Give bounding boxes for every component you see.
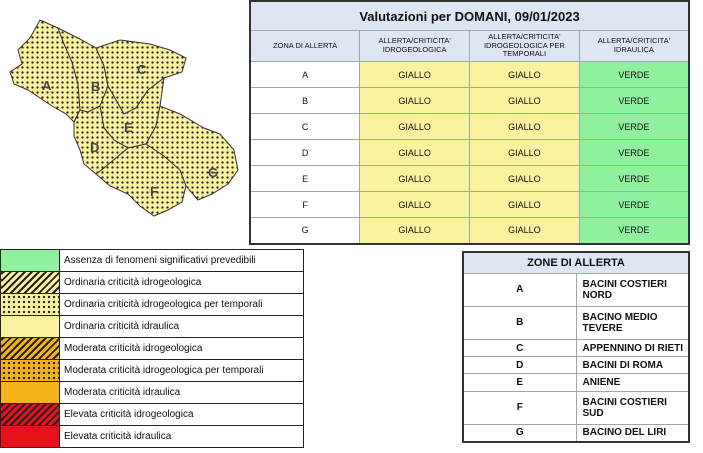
zones-title: ZONE DI ALLERTA bbox=[463, 252, 689, 274]
legend-label: Moderata criticità idrogeologica per temporali bbox=[60, 360, 304, 382]
zone-key: F bbox=[463, 391, 576, 424]
map-label-b: B bbox=[91, 79, 101, 94]
legend-item bbox=[1, 272, 304, 294]
cell-temporali: GIALLO bbox=[470, 166, 580, 192]
region-map bbox=[0, 10, 250, 225]
cell-idrogeologica: GIALLO bbox=[360, 166, 470, 192]
zone-key: D bbox=[463, 357, 576, 374]
zone-key: G bbox=[463, 424, 576, 442]
cell-idrogeologica: GIALLO bbox=[360, 192, 470, 218]
map-label-e: E bbox=[124, 120, 133, 135]
zone-key: A bbox=[463, 274, 576, 307]
cell-temporali: GIALLO bbox=[470, 62, 580, 88]
cell-temporali: GIALLO bbox=[470, 218, 580, 244]
header-temporali: ALLERTA/CRITICITA' IDROGEOLOGICA PER TEMPORALI bbox=[470, 31, 580, 62]
valuation-table bbox=[249, 0, 690, 245]
cell-idraulica: VERDE bbox=[579, 166, 689, 192]
table-row bbox=[250, 166, 689, 192]
zone-row bbox=[463, 374, 689, 391]
zone-row bbox=[463, 424, 689, 442]
cell-temporali: GIALLO bbox=[470, 192, 580, 218]
table-row bbox=[250, 88, 689, 114]
legend-label: Elevata criticità idrogeologica bbox=[60, 404, 304, 426]
cell-temporali: GIALLO bbox=[470, 114, 580, 140]
row-zone: B bbox=[250, 88, 360, 114]
zone-row bbox=[463, 357, 689, 374]
zones-table bbox=[462, 251, 690, 443]
zone-row bbox=[463, 274, 689, 307]
zone-key: B bbox=[463, 306, 576, 339]
cell-idrogeologica: GIALLO bbox=[360, 218, 470, 244]
legend-swatch bbox=[1, 360, 60, 382]
header-idraulica: ALLERTA/CRITICITA' IDRAULICA bbox=[579, 31, 689, 62]
cell-idraulica: VERDE bbox=[579, 62, 689, 88]
zone-name: BACINI COSTIERI NORD bbox=[576, 274, 689, 307]
row-zone: A bbox=[250, 62, 360, 88]
row-zone: C bbox=[250, 114, 360, 140]
legend-swatch bbox=[1, 338, 60, 360]
table-row bbox=[250, 140, 689, 166]
legend-table bbox=[0, 249, 304, 448]
legend-swatch bbox=[1, 426, 60, 448]
cell-idraulica: VERDE bbox=[579, 140, 689, 166]
cell-idraulica: VERDE bbox=[579, 192, 689, 218]
legend-item bbox=[1, 338, 304, 360]
zone-key: C bbox=[463, 339, 576, 356]
legend-swatch bbox=[1, 294, 60, 316]
row-zone: D bbox=[250, 140, 360, 166]
cell-idraulica: VERDE bbox=[579, 88, 689, 114]
legend-item bbox=[1, 382, 304, 404]
row-zone: G bbox=[250, 218, 360, 244]
header-zone: ZONA DI ALLERTA bbox=[250, 31, 360, 62]
legend-item bbox=[1, 316, 304, 338]
zone-name: BACINI COSTIERI SUD bbox=[576, 391, 689, 424]
cell-idrogeologica: GIALLO bbox=[360, 140, 470, 166]
map-zones bbox=[10, 20, 238, 216]
cell-temporali: GIALLO bbox=[470, 88, 580, 114]
map-label-a: A bbox=[42, 78, 52, 93]
legend-label: Ordinaria criticità idrogeologica per temporali bbox=[60, 294, 304, 316]
cell-idrogeologica: GIALLO bbox=[360, 114, 470, 140]
cell-idraulica: VERDE bbox=[579, 218, 689, 244]
map-label-g: G bbox=[208, 165, 219, 180]
legend-label: Ordinaria criticità idraulica bbox=[60, 316, 304, 338]
zone-row bbox=[463, 391, 689, 424]
legend-label: Assenza di fenomeni significativi prevedibili bbox=[60, 250, 304, 272]
legend-label: Moderata criticità idrogeologica bbox=[60, 338, 304, 360]
map-label-d: D bbox=[90, 140, 100, 155]
row-zone: E bbox=[250, 166, 360, 192]
zone-key: E bbox=[463, 374, 576, 391]
valuation-title: Valutazioni per DOMANI, 09/01/2023 bbox=[250, 1, 689, 31]
table-row bbox=[250, 218, 689, 244]
cell-idraulica: VERDE bbox=[579, 114, 689, 140]
legend-item bbox=[1, 426, 304, 448]
legend-label: Elevata criticità idraulica bbox=[60, 426, 304, 448]
table-row bbox=[250, 114, 689, 140]
legend-swatch bbox=[1, 272, 60, 294]
row-zone: F bbox=[250, 192, 360, 218]
zone-name: BACINO MEDIO TEVERE bbox=[576, 306, 689, 339]
cell-temporali: GIALLO bbox=[470, 140, 580, 166]
map-label-c: C bbox=[137, 62, 147, 77]
table-row bbox=[250, 192, 689, 218]
legend-swatch bbox=[1, 382, 60, 404]
zone-name: BACINO DEL LIRI bbox=[576, 424, 689, 442]
cell-idrogeologica: GIALLO bbox=[360, 62, 470, 88]
legend-item bbox=[1, 360, 304, 382]
zone-row bbox=[463, 306, 689, 339]
table-row bbox=[250, 62, 689, 88]
legend-label: Ordinaria criticità idrogeologica bbox=[60, 272, 304, 294]
legend-item bbox=[1, 294, 304, 316]
legend-swatch bbox=[1, 404, 60, 426]
zone-name: BACINI DI ROMA bbox=[576, 357, 689, 374]
cell-idrogeologica: GIALLO bbox=[360, 88, 470, 114]
legend-label: Moderata criticità idraulica bbox=[60, 382, 304, 404]
legend-swatch bbox=[1, 250, 60, 272]
legend-swatch bbox=[1, 316, 60, 338]
map-label-f: F bbox=[150, 184, 158, 199]
zone-row bbox=[463, 339, 689, 356]
legend-item bbox=[1, 404, 304, 426]
zone-name: ANIENE bbox=[576, 374, 689, 391]
header-idrogeologica: ALLERTA/CRITICITA' IDROGEOLOGICA bbox=[360, 31, 470, 62]
zone-name: APPENNINO DI RIETI bbox=[576, 339, 689, 356]
legend-item bbox=[1, 250, 304, 272]
